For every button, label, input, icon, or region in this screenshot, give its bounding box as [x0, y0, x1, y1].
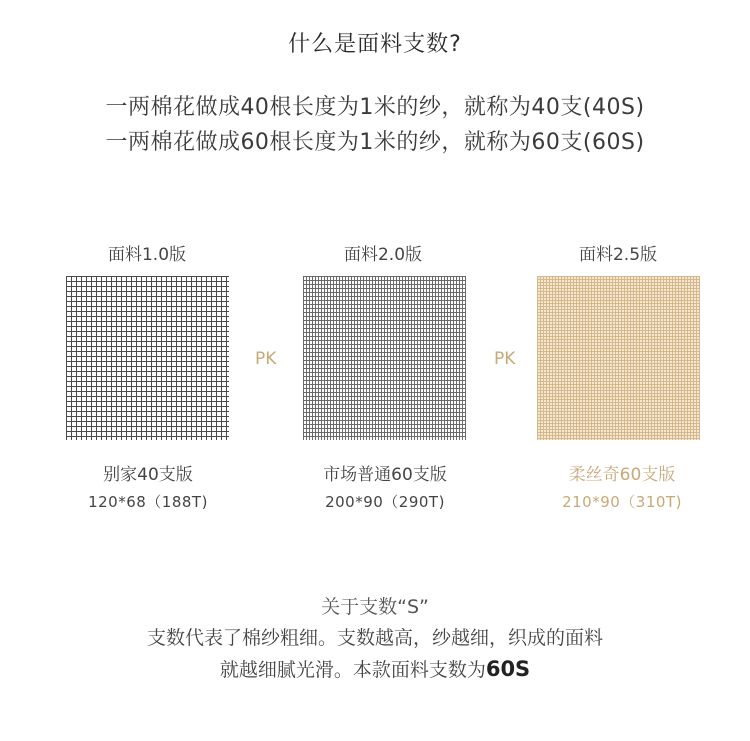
page-title: 什么是面料支数?: [288, 32, 462, 57]
product-name-3: 柔丝奇60支版: [568, 465, 676, 485]
description-line-1: 支数代表了棉纱粗细。支数越高，纱越细，织成的面料: [146, 627, 603, 649]
fabric-swatch-premium-60s: [537, 276, 700, 440]
fabric-swatch-market-60s: [303, 276, 466, 440]
description-line-2-text: 就越细腻光滑。本款面料支数为: [219, 659, 486, 681]
fabric-swatch-40s: [66, 276, 229, 440]
product-spec-2: 200*90（290T): [325, 493, 445, 511]
definition-line-60s: 一两棉花做成60根长度为1米的纱，就称为60支(60S): [105, 130, 645, 155]
yarn-count-highlight: 60S: [485, 657, 531, 681]
pk-label-2: PK: [494, 349, 516, 369]
product-spec-1: 120*68（188T): [88, 493, 208, 511]
definition-line-40s: 一两棉花做成40根长度为1米的纱，就称为40支(40S): [105, 95, 645, 120]
product-spec-3: 210*90（310T): [562, 493, 682, 511]
version-label-1: 面料1.0版: [107, 245, 187, 265]
product-name-1: 别家40支版: [103, 465, 193, 485]
pk-label-1: PK: [255, 349, 277, 369]
version-label-2: 面料2.0版: [343, 245, 423, 265]
about-yarn-count-title: 关于支数“S”: [321, 596, 429, 618]
product-name-2: 市场普通60支版: [323, 465, 447, 485]
description-line-2: [0, 655, 750, 682]
version-label-3: 面料2.5版: [578, 245, 658, 265]
